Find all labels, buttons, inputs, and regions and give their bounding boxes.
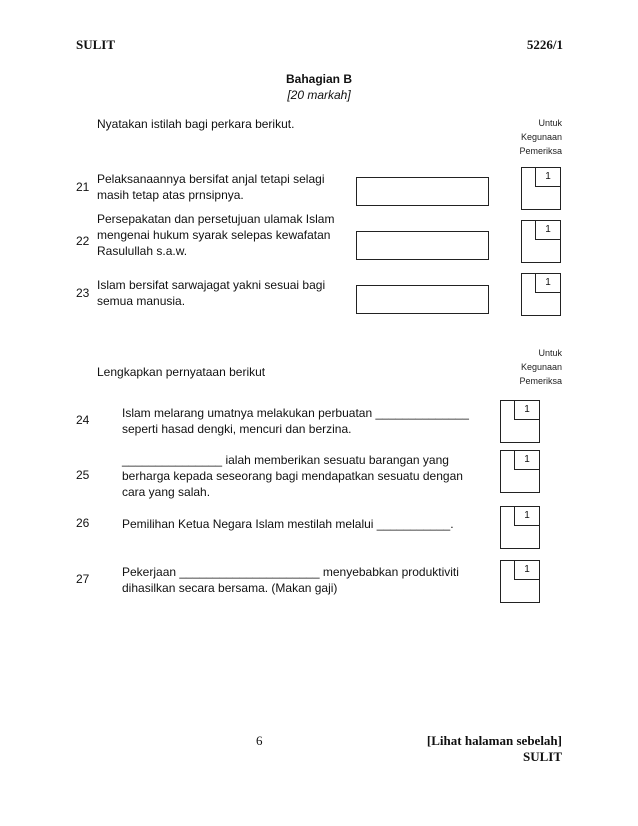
mark-box-24	[500, 400, 540, 443]
question-number-22: 22	[76, 234, 90, 248]
mark-box-26	[500, 506, 540, 549]
answer-box-21[interactable]	[356, 177, 489, 206]
mark-box-23	[521, 273, 561, 316]
mark-value-21: 1	[535, 167, 561, 187]
question-25-text: _______________ ialah memberikan sesuatu barangan yang berharga kepada seseorang bagi mendapatkan sesuatu dengan cara yang salah.	[122, 453, 463, 499]
question-22-text: Persepakatan dan persetujuan ulamak Islam mengenai hukum syarak selepas kewafatan Rasulullah s.a.w.	[97, 212, 335, 258]
question-number-24: 24	[76, 413, 90, 427]
mark-box-21	[521, 167, 561, 210]
footer-next-page: [Lihat halaman sebelah]	[426, 733, 562, 748]
question-number-21: 21	[76, 180, 90, 194]
answer-box-22[interactable]	[356, 231, 489, 260]
question-number-27: 27	[76, 572, 90, 586]
section-title: Bahagian B	[285, 72, 352, 86]
mark-value-26: 1	[514, 506, 540, 526]
question-26-text: Pemilihan Ketua Negara Islam mestilah melalui ___________.	[122, 517, 454, 531]
examiner-label-2: Untuk Kegunaan Pemeriksa	[519, 348, 562, 386]
question-21-text: Pelaksanaannya bersifat anjal tetapi selagi masih tetap atas prnsipnya.	[97, 172, 325, 202]
examiner-label-1: Untuk Kegunaan Pemeriksa	[519, 118, 562, 156]
part2-instruction: Lengkapkan pernyataan berikut	[97, 365, 266, 379]
page-number: 6	[256, 733, 263, 748]
mark-value-24: 1	[514, 400, 540, 420]
mark-value-23: 1	[535, 273, 561, 293]
question-number-26: 26	[76, 516, 90, 530]
part1-instruction: Nyatakan istilah bagi perkara berikut.	[97, 117, 295, 131]
header-code: 5226/1	[526, 37, 563, 52]
question-27-text: Pekerjaan _____________________ menyebabkan produktiviti dihasilkan secara bersama. (Makan gaji)	[122, 565, 459, 595]
answer-box-23[interactable]	[356, 285, 489, 314]
question-number-23: 23	[76, 286, 90, 300]
question-24-text: Islam melarang umatnya melakukan perbuatan ______________ seperti hasad dengki, mencuri dan berzina.	[122, 406, 469, 436]
section-marks: [20 markah]	[287, 88, 351, 102]
mark-box-25	[500, 450, 540, 493]
footer-sulit: SULIT	[522, 749, 562, 764]
header-sulit: SULIT	[76, 37, 116, 52]
question-23-text: Islam bersifat sarwajagat yakni sesuai bagi semua manusia.	[97, 278, 326, 308]
mark-value-22: 1	[535, 220, 561, 240]
mark-box-27	[500, 560, 540, 603]
mark-box-22	[521, 220, 561, 263]
mark-value-27: 1	[514, 560, 540, 580]
question-number-25: 25	[76, 468, 90, 482]
mark-value-25: 1	[514, 450, 540, 470]
